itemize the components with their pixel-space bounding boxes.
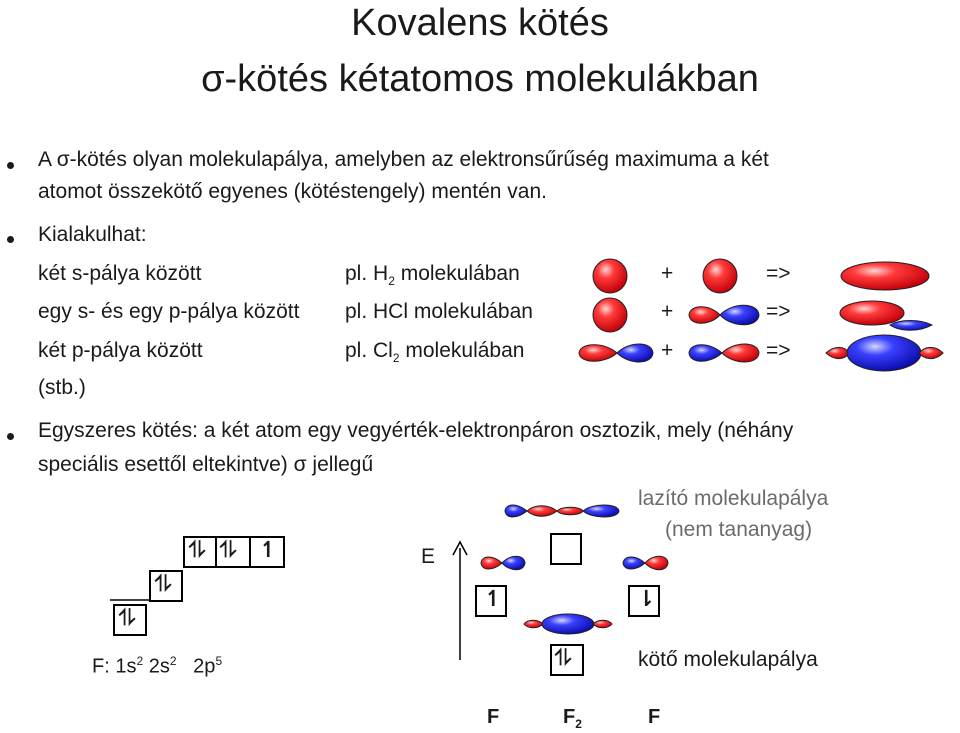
case2-plus: +: [661, 300, 674, 323]
s-orbital-icon: [593, 259, 627, 293]
sigma-pp-orbital-icon: [847, 335, 921, 371]
case2-left: egy s- és egy p-pálya között: [38, 300, 300, 323]
case3-plus: +: [661, 339, 674, 362]
bullet1-line2: atomot összekötő egyenes (kötéstengely) mentén van.: [38, 180, 547, 203]
s-orbital-icon: [593, 298, 627, 332]
s-orbital-icon: [703, 259, 737, 293]
case3-example: pl. $Cl_2$ molekulában: [345, 339, 525, 366]
orbital-box-1s: ⥮: [113, 604, 147, 636]
case3-arrow: =>: [766, 339, 791, 362]
bullet2-text: Kialakulhat:: [38, 223, 147, 246]
sigma-pp-lobe-icon: [919, 347, 943, 358]
bonding-orbital-icon: [542, 614, 594, 634]
f-right-box: ⇂: [628, 585, 660, 617]
antibonding-lobe-icon: [557, 507, 583, 515]
bullet3-line1: Egyszeres kötés: a két atom egy vegyérték-elektronpáron osztozik, mely (néhány: [38, 419, 794, 442]
etc-text: (stb.): [38, 376, 86, 399]
sigma-sp-orbital-icon: [840, 301, 904, 325]
sigma-ss-orbital-icon: [841, 262, 929, 290]
f-p-lobe-icon: [502, 556, 525, 570]
p-orbital-lobe-icon: [722, 344, 759, 362]
antibonding-label-line1: lazító molekulapálya: [638, 487, 829, 510]
page-title: Kovalens kötés: [351, 2, 609, 44]
case2-arrow: =>: [766, 300, 791, 323]
antibonding-lobe-icon: [505, 505, 527, 517]
orbital-box-2s: ⥮: [149, 570, 183, 602]
f-p-lobe-icon: [481, 557, 502, 569]
f-atom-left-label: F: [487, 706, 500, 728]
bullet1-line1: A σ-kötés olyan molekulapálya, amelyben az elektronsűrűség maximuma a két: [38, 148, 769, 171]
sigma-sp-lobe-icon: [890, 321, 932, 331]
p-orbital-lobe-icon: [579, 345, 617, 362]
case1-example: pl. $H_2$ molekulában: [345, 262, 520, 289]
antibonding-lobe-icon: [527, 506, 557, 517]
case1-left: két s-pálya között: [38, 262, 202, 285]
bonding-label: kötő molekulapálya: [638, 648, 818, 671]
antibonding-box-empty: [550, 533, 582, 565]
f-p-lobe-icon: [623, 557, 645, 569]
sigma-pp-lobe-icon: [826, 347, 849, 358]
p-orbital-lobe-icon: [689, 345, 722, 362]
bullet3-line2: speciális esettől eltekintve) σ jellegű: [38, 453, 374, 476]
antibonding-label-line2: (nem tananyag): [665, 518, 813, 541]
bonding-lobe-icon: [524, 620, 543, 628]
f-p-lobe-icon: [645, 556, 668, 570]
case1-plus: +: [661, 262, 674, 285]
case1-arrow: =>: [766, 262, 791, 285]
energy-label: E: [421, 545, 436, 568]
orbital-box-2p-3: ↿: [251, 536, 285, 568]
antibonding-lobe-icon: [583, 505, 619, 517]
f2-molecule-label: $F_2$: [563, 706, 582, 731]
orbital-box-2p-1: ⥮: [183, 536, 217, 568]
electron-configuration: F: $1s^2$ $2s^2$ $2p^5$: [92, 654, 223, 678]
p-orbital-lobe-icon: [720, 305, 759, 325]
p-orbital-lobe-icon: [617, 344, 653, 362]
f-left-box: ↿: [475, 585, 507, 617]
bonding-lobe-icon: [593, 620, 612, 628]
orbital-box-2p-2: ⥮: [217, 536, 251, 568]
sigma-symbol: σ: [201, 58, 225, 100]
p-orbital-lobe-icon: [689, 307, 720, 324]
f-atom-right-label: F: [648, 706, 661, 728]
case3-left: két p-pálya között: [38, 339, 203, 362]
case2-example: pl. HCl molekulában: [345, 300, 533, 323]
bonding-box: ⥮: [550, 644, 584, 676]
subtitle-text: -kötés kétatomos molekulákban: [224, 58, 759, 100]
